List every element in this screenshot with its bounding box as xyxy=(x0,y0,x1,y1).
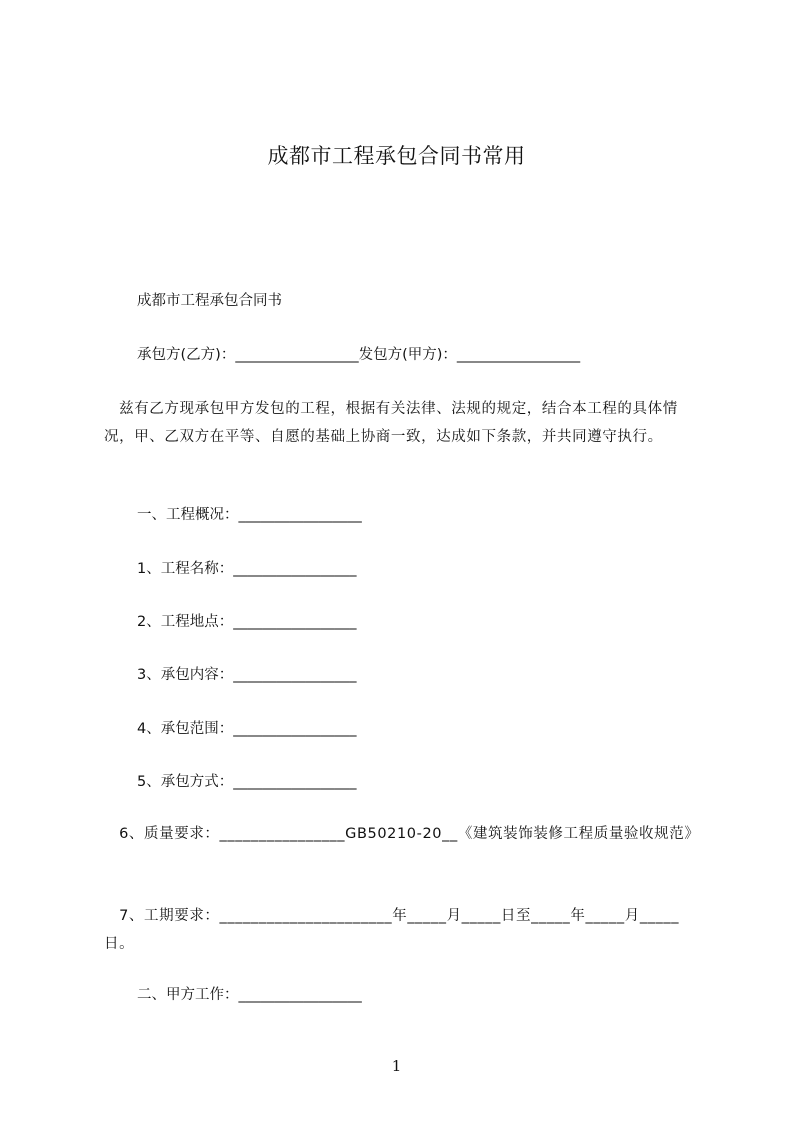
section-heading-party-a-work: 二、甲方工作：_________________ xyxy=(137,987,362,1003)
parties-line: 承包方(乙方)：_________________发包方(甲方)：_________________ xyxy=(137,347,581,363)
section-heading-project-overview: 一、工程概况：_________________ xyxy=(137,507,362,523)
contract-subtitle: 成都市工程承包合同书 xyxy=(137,293,282,309)
item-schedule-requirement: 7、工期要求：______________________年_____月_____日至_____年_____月_____日。 xyxy=(104,908,680,952)
item-contract-method: 5、承包方式：_________________ xyxy=(137,774,357,790)
item-quality-requirement: 6、质量要求：________________GB50210-20__《建筑装饰装修工程质量验收规范》 xyxy=(104,826,700,842)
item-contract-scope: 4、承包范围：_________________ xyxy=(137,721,357,737)
item-contract-content: 3、承包内容：_________________ xyxy=(137,667,357,683)
item-project-name: 1、工程名称：_________________ xyxy=(137,561,357,577)
document-title: 成都市工程承包合同书常用 xyxy=(267,144,526,168)
page-number: 1 xyxy=(391,1057,402,1075)
intro-paragraph: 兹有乙方现承包甲方发包的工程，根据有关法律、法规的规定，结合本工程的具体情况，甲、乙双方在平等、自愿的基础上协商一致，达成如下条款，并共同遵守执行。 xyxy=(104,401,678,445)
item-project-location: 2、工程地点：_________________ xyxy=(137,614,357,630)
